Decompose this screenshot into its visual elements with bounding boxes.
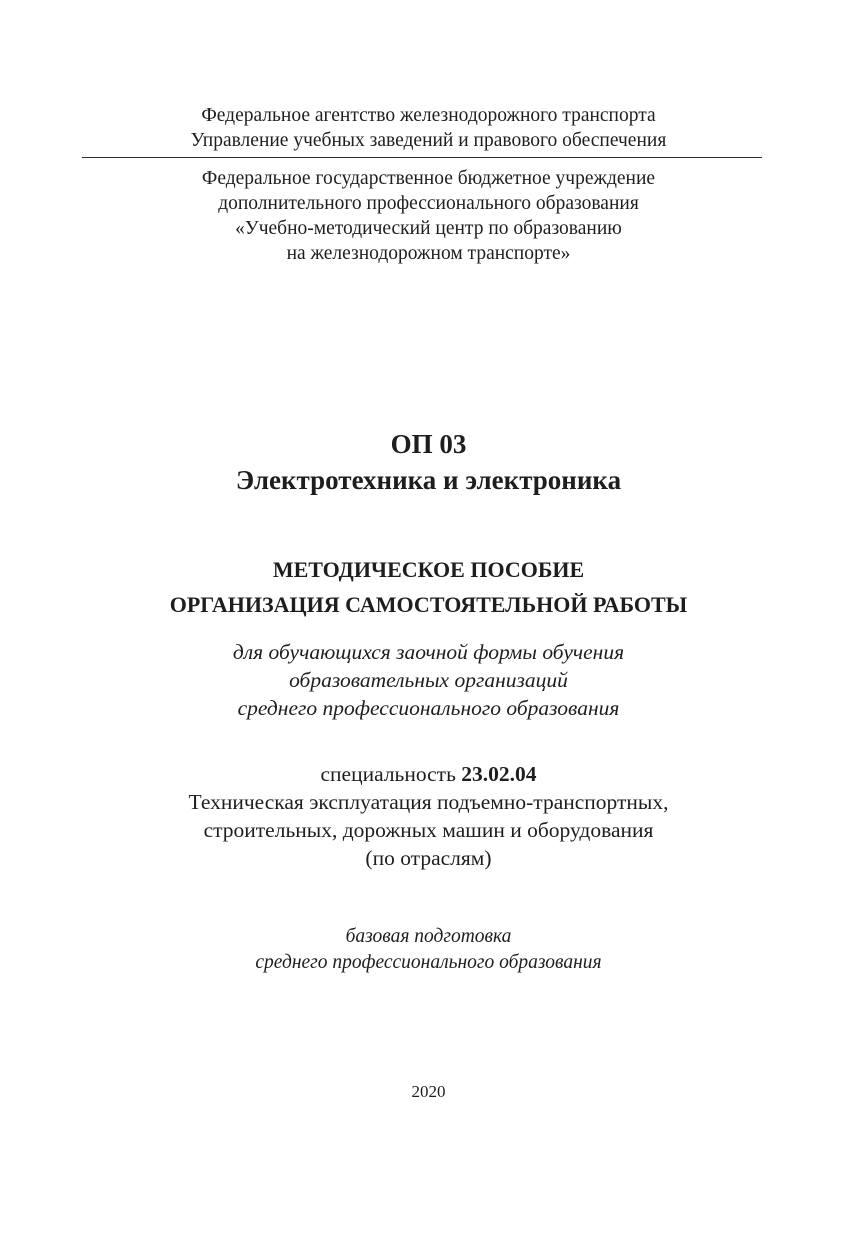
institution-block [0, 166, 857, 266]
document-subtitle: ОРГАНИЗАЦИЯ САМОСТОЯТЕЛЬНОЙ РАБОТЫ [169, 592, 688, 617]
specialty-line: (по отраслям) [365, 846, 492, 870]
course-name: Электротехника и электроника [235, 465, 622, 495]
document-type: МЕТОДИЧЕСКОЕ ПОСОБИЕ [272, 557, 585, 582]
audience-line: среднего профессионального образования [237, 696, 620, 720]
specialty-heading [0, 760, 857, 788]
institution-line: на железнодорожном транспорте» [286, 243, 571, 264]
education-level: среднего профессионального образования [255, 952, 602, 973]
audience-line: образовательных организаций [289, 668, 568, 692]
institution-line: «Учебно-методический центр по образованию [235, 218, 622, 239]
document-type-block [0, 552, 857, 622]
title-block [0, 426, 857, 498]
agency-name: Федеральное агентство железнодорожного транспорта [201, 105, 656, 126]
specialty-code: 23.02.04 [461, 762, 537, 786]
specialty-line: строительных, дорожных машин и оборудования [203, 818, 654, 842]
course-code: ОП 03 [390, 429, 467, 459]
audience-block [0, 638, 857, 722]
publication-year: 2020 [411, 1082, 446, 1101]
institution-line: Федеральное государственное бюджетное учреждение [201, 168, 656, 189]
specialty-block [0, 760, 857, 872]
training-level-block [0, 924, 857, 976]
audience-line: для обучающихся заочной формы обучения [232, 640, 625, 664]
training-level: базовая подготовка [345, 926, 512, 947]
department-name: Управление учебных заведений и правового обеспечения [190, 130, 667, 151]
institution-line: дополнительного профессионального образования [218, 193, 639, 214]
specialty-label: специальность [320, 762, 456, 786]
header-block [0, 103, 857, 153]
specialty-line: Техническая эксплуатация подъемно-транспортных, [188, 790, 669, 814]
header-divider [82, 157, 762, 158]
